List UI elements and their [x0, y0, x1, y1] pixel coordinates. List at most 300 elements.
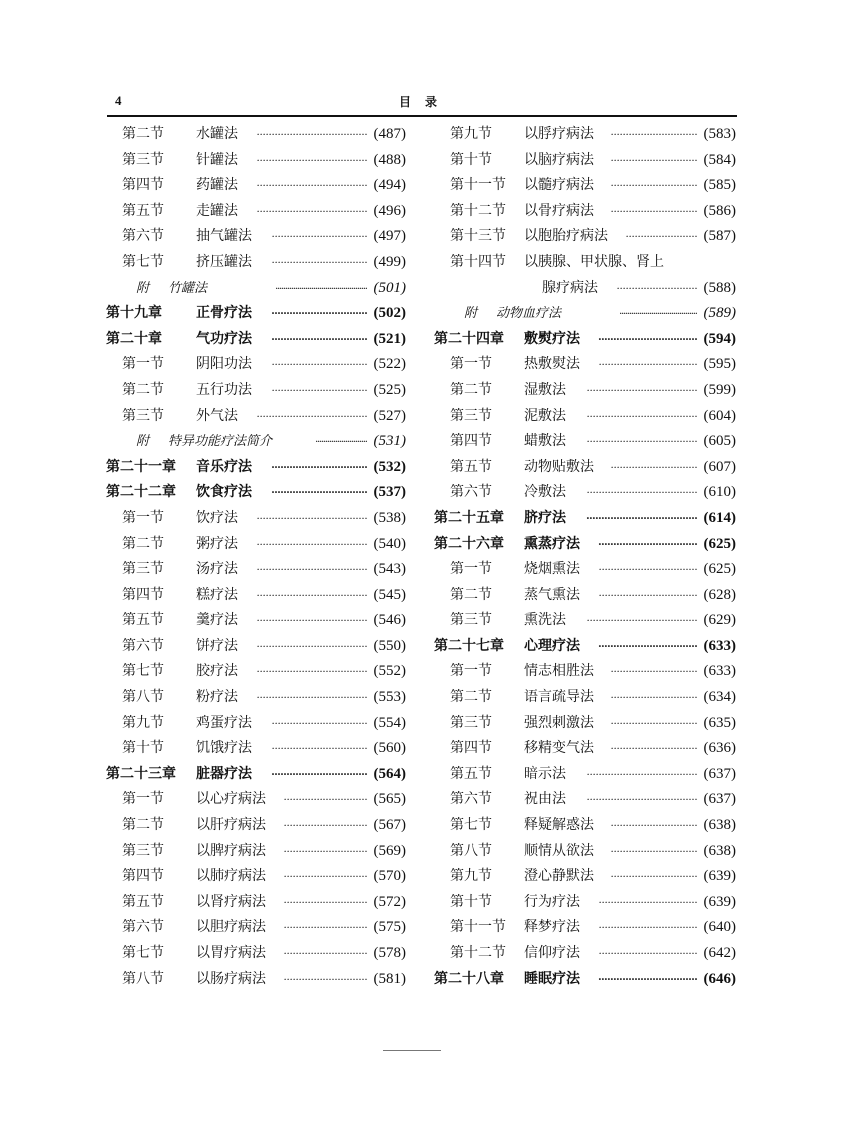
dot-leader: ·····································	[256, 178, 367, 193]
dot-leader: ·····································	[586, 434, 697, 449]
dot-leader: ····························	[283, 920, 367, 935]
toc-entry-section[interactable]	[106, 864, 406, 890]
toc-entry-title: 糕疗法	[196, 586, 238, 603]
toc-entry-label: 第三节	[450, 407, 492, 424]
toc-entry-appendix[interactable]	[106, 429, 406, 455]
toc-entry-page: (552)	[373, 663, 406, 680]
toc-entry-section[interactable]	[106, 839, 406, 865]
toc-entry-title: 热敷熨法	[524, 356, 580, 373]
toc-entry-label: 第十一节	[450, 177, 506, 194]
toc-entry-label: 第五节	[122, 893, 164, 910]
toc-entry-label: 第六节	[122, 637, 164, 654]
toc-entry-section[interactable]	[106, 352, 406, 378]
toc-entry-label: 第三节	[450, 714, 492, 731]
toc-entry-label: 第一节	[450, 663, 492, 680]
toc-entry-label: 第三节	[122, 407, 164, 424]
toc-entry-title: 动物血疗法	[496, 306, 562, 322]
toc-entry-chapter[interactable]	[434, 506, 736, 532]
toc-entry-chapter[interactable]	[434, 634, 736, 660]
toc-entry-title: 以骨疗病法	[524, 202, 594, 219]
toc-entry-title: 释梦疗法	[524, 919, 580, 936]
toc-entry-title: 针罐法	[196, 151, 238, 168]
dot-leader: ····························	[283, 818, 367, 833]
toc-entry-section[interactable]	[434, 787, 736, 813]
dot-leader: ································	[270, 766, 367, 781]
toc-entry-page: (487)	[373, 126, 406, 142]
toc-entry-label: 第一节	[122, 791, 164, 808]
toc-entry-label: 第十九章	[106, 305, 162, 322]
toc-entry-label: 第十二节	[450, 945, 506, 961]
toc-entry-page: (560)	[373, 740, 406, 757]
dot-leader: ································	[271, 357, 367, 372]
toc-entry-page: (637)	[703, 765, 736, 782]
toc-entry-label: 第七节	[122, 663, 164, 680]
toc-entry-title: 特异功能疗法简介	[168, 434, 273, 450]
toc-entry-title: 正骨疗法	[196, 305, 252, 322]
dot-leader: ·····························	[610, 818, 697, 833]
toc-entry-label: 第八节	[122, 970, 164, 987]
toc-entry-title: 强烈刺激法	[524, 714, 594, 731]
toc-entry-appendix[interactable]	[106, 276, 406, 302]
page-number: 4	[115, 93, 122, 108]
toc-entry-label: 第十三节	[450, 228, 506, 245]
toc-entry-title: 以心疗病法	[196, 791, 266, 808]
dot-leader: ·································	[598, 920, 697, 935]
toc-entry-title: 以脑疗病法	[524, 151, 594, 168]
toc-entry-page: (578)	[373, 945, 406, 961]
toc-entry-page: (554)	[373, 714, 406, 731]
dot-leader: ·····································	[256, 536, 367, 551]
toc-entry-label: 第二十一章	[106, 458, 176, 475]
toc-left-column	[106, 122, 406, 992]
toc-entry-section[interactable]	[106, 685, 406, 711]
toc-entry-page: (607)	[703, 458, 736, 475]
toc-entry-section[interactable]	[106, 557, 406, 583]
dot-leader: ··············································	[275, 280, 367, 295]
toc-entry-page: (494)	[373, 177, 406, 194]
toc-entry-page: (638)	[703, 842, 736, 859]
toc-entry-section[interactable]	[106, 199, 406, 225]
toc-entry-label: 第一节	[122, 509, 164, 526]
toc-entry-title: 烧烟熏法	[524, 561, 580, 578]
toc-entry-label: 第三节	[450, 612, 492, 629]
toc-entry-label: 第二节	[450, 689, 492, 706]
toc-entry-page: (538)	[373, 509, 406, 526]
toc-entry-label: 第四节	[122, 868, 164, 885]
toc-entry-page: (501)	[373, 279, 406, 296]
dot-leader: ·····································	[256, 638, 367, 653]
toc-entry-section[interactable]	[434, 404, 736, 430]
toc-entry-title: 熏洗法	[524, 612, 566, 629]
toc-entry-section[interactable]	[106, 532, 406, 558]
dot-leader: ·····································	[256, 127, 367, 141]
toc-entry-page: (589)	[703, 305, 736, 322]
toc-entry-label: 第八节	[450, 842, 492, 859]
dot-leader: ·····································	[585, 510, 697, 525]
dot-leader: ·····································	[586, 792, 697, 807]
toc-entry-page: (629)	[703, 612, 736, 629]
toc-entry-page: (610)	[703, 484, 736, 501]
toc-entry-title: 心理疗法	[524, 637, 580, 654]
toc-entry-title: 音乐疗法	[196, 458, 252, 475]
toc-entry-section[interactable]	[434, 685, 736, 711]
dot-leader: ·································	[598, 357, 697, 372]
toc-entry-page: (550)	[373, 637, 406, 654]
toc-entry-chapter[interactable]	[106, 327, 406, 353]
dot-leader: ·····························	[610, 690, 697, 705]
dot-leader: ·····························	[610, 869, 697, 884]
toc-entry-section[interactable]	[106, 736, 406, 762]
toc-entry-title: 挤压罐法	[196, 253, 252, 270]
toc-entry-section[interactable]	[106, 583, 406, 609]
toc-entry-section[interactable]	[434, 864, 736, 890]
toc-entry-page: (496)	[373, 202, 406, 219]
toc-entry-title: 粉疗法	[196, 689, 238, 706]
toc-entry-section[interactable]	[434, 480, 736, 506]
toc-entry-title: 以肾疗病法	[196, 893, 266, 910]
toc-entry-title: 熏蒸疗法	[524, 535, 580, 552]
toc-entry-page: (636)	[703, 740, 736, 757]
toc-entry-label: 第七节	[122, 945, 164, 961]
dot-leader: ·····························	[610, 127, 697, 141]
toc-entry-title: 冷敷法	[524, 484, 566, 501]
toc-right-column	[434, 122, 736, 992]
toc-entry-page: (570)	[373, 868, 406, 885]
toc-entry-title: 阴阳功法	[196, 356, 252, 373]
toc-entry-section[interactable]	[434, 224, 736, 250]
toc-entry-page: (633)	[703, 663, 736, 680]
dot-leader: ·····························	[610, 152, 697, 167]
toc-entry-title: 药罐法	[196, 177, 238, 194]
toc-entry-title: 以脾疗病法	[196, 842, 266, 859]
toc-entry-section[interactable]	[106, 224, 406, 250]
toc-entry-section[interactable]	[106, 122, 406, 148]
toc-entry-title: 水罐法	[196, 126, 238, 142]
toc-entry-title: 以胞胎疗病法	[524, 228, 608, 245]
toc-entry-page: (646)	[703, 970, 736, 987]
toc-entry-label: 附	[464, 306, 478, 322]
toc-entry-page: (584)	[703, 151, 736, 168]
toc-entry-section[interactable]	[434, 199, 736, 225]
header-rule	[107, 115, 737, 117]
toc-entry-page: (635)	[703, 714, 736, 731]
toc-entry-section[interactable]	[434, 352, 736, 378]
toc-entry-page: (572)	[373, 893, 406, 910]
dot-leader: ·····························	[610, 715, 697, 730]
toc-entry-label: 第一节	[122, 356, 164, 373]
toc-entry-section[interactable]	[434, 890, 736, 916]
toc-entry-page: (543)	[373, 561, 406, 578]
toc-entry-page: (521)	[373, 330, 406, 347]
dot-leader: ·····································	[256, 613, 367, 628]
toc-entry-section[interactable]	[434, 378, 736, 404]
toc-entry-page: (633)	[703, 637, 736, 654]
toc-entry-page: (527)	[373, 407, 406, 424]
dot-leader: ·····································	[256, 408, 367, 423]
toc-entry-section[interactable]	[106, 967, 406, 993]
dot-leader: ····························	[283, 946, 367, 960]
toc-entry-section[interactable]	[106, 915, 406, 941]
toc-entry-title: 胶疗法	[196, 663, 238, 680]
dot-leader: ································	[270, 459, 367, 474]
dot-leader: ·····································	[256, 152, 367, 167]
toc-entry-page: (522)	[373, 356, 406, 373]
toc-entry-page: (614)	[703, 509, 736, 526]
toc-entry-title: 暗示法	[524, 765, 566, 782]
toc-entry-page: (628)	[703, 586, 736, 603]
toc-entry-page: (553)	[373, 689, 406, 706]
toc-entry-label: 第十节	[122, 740, 164, 757]
toc-entry-label: 第二十五章	[434, 509, 504, 526]
toc-entry-label: 第二节	[122, 381, 164, 398]
toc-entry-label: 第四节	[450, 740, 492, 757]
toc-entry-section[interactable]	[434, 736, 736, 762]
toc-entry-title: 饼疗法	[196, 637, 238, 654]
toc-entry-title: 释疑解惑法	[524, 817, 594, 834]
toc-entry-title: 睡眠疗法	[524, 970, 580, 987]
toc-entry-title: 五行功法	[196, 381, 252, 398]
toc-entry-chapter[interactable]	[106, 480, 406, 506]
toc-entry-page: (604)	[703, 407, 736, 424]
dot-leader: ·····························	[610, 843, 697, 858]
dot-leader: ····························	[283, 843, 367, 858]
toc-entry-label: 第一节	[450, 356, 492, 373]
footer-rule	[383, 1050, 441, 1051]
toc-entry-page: (639)	[703, 868, 736, 885]
toc-entry-page: (588)	[703, 279, 736, 296]
dot-leader: ·····························	[610, 203, 697, 218]
toc-entry-title: 饮食疗法	[196, 484, 252, 501]
dot-leader: ····························	[283, 869, 367, 884]
toc-entry-label: 第二十六章	[434, 535, 504, 552]
toc-entry-title: 竹罐法	[168, 280, 208, 296]
dot-leader: ································	[271, 715, 367, 730]
toc-entry-label: 第三节	[122, 561, 164, 578]
dot-leader: ································	[270, 331, 367, 346]
toc-entry-chapter[interactable]	[106, 455, 406, 481]
dot-leader: ····························	[283, 792, 367, 807]
dot-leader: ································	[271, 254, 367, 269]
toc-entry-label: 第十一节	[450, 919, 506, 936]
toc-entry-section[interactable]	[434, 608, 736, 634]
dot-leader: ·····································	[256, 587, 367, 602]
toc-entry-label: 第十节	[450, 893, 492, 910]
dot-leader: ·································	[597, 331, 697, 346]
toc-entry-section[interactable]	[106, 173, 406, 199]
toc-entry-title: 以肠疗病法	[196, 970, 266, 987]
toc-entry-section[interactable]	[434, 941, 736, 967]
toc-entry-page: (595)	[703, 356, 736, 373]
toc-entry-section[interactable]	[106, 813, 406, 839]
dot-leader: ·····································	[256, 562, 367, 577]
dot-leader: ·································	[598, 562, 697, 577]
dot-leader: ·····································	[256, 203, 367, 218]
toc-entry-section[interactable]	[434, 762, 736, 788]
toc-entry-section[interactable]	[434, 455, 736, 481]
toc-entry-page: (637)	[703, 791, 736, 808]
toc-entry-page: (540)	[373, 535, 406, 552]
toc-entry-title: 湿敷法	[524, 381, 566, 398]
toc-entry-title: 羹疗法	[196, 612, 238, 629]
dot-leader: ·································	[598, 587, 697, 602]
toc-entry-title: 信仰疗法	[524, 945, 580, 961]
dot-leader: ································	[270, 485, 367, 500]
toc-entry-section[interactable]	[434, 839, 736, 865]
toc-entry-page: (583)	[703, 126, 736, 142]
page-header	[107, 93, 737, 113]
dot-leader: ·····························	[610, 459, 697, 474]
toc-entry-label: 第二十八章	[434, 970, 504, 987]
dot-leader: ·····································	[586, 408, 697, 423]
toc-entry-label: 第二节	[122, 535, 164, 552]
toc-entry-title: 情志相胜法	[524, 663, 594, 680]
dot-leader: ···························	[616, 280, 697, 295]
toc-entry-label: 第七节	[450, 817, 492, 834]
toc-entry-page: (587)	[703, 228, 736, 245]
toc-entry-page: (545)	[373, 586, 406, 603]
dot-leader: ·····························	[610, 178, 697, 193]
dot-leader: ····························	[283, 894, 367, 909]
toc-entry-title: 以髓疗病法	[524, 177, 594, 194]
dot-leader: ·····························	[610, 741, 697, 756]
toc-entry-title: 粥疗法	[196, 535, 238, 552]
toc-entry-section[interactable]	[106, 890, 406, 916]
toc-entry-label: 第十节	[450, 151, 492, 168]
toc-entry-page: (639)	[703, 893, 736, 910]
toc-entry-page: (585)	[703, 177, 736, 194]
toc-entry-section[interactable]	[434, 583, 736, 609]
toc-entry-section[interactable]	[106, 250, 406, 276]
toc-entry-page: (564)	[373, 765, 406, 782]
toc-entry-label: 第二节	[122, 126, 164, 142]
toc-entry-label: 第二十三章	[106, 765, 176, 782]
toc-entry-label: 第五节	[450, 458, 492, 475]
toc-entry-title: 外气法	[196, 407, 238, 424]
toc-entry-label: 第五节	[450, 765, 492, 782]
toc-entry-title: 抽气罐法	[196, 228, 252, 245]
dot-leader: ························	[625, 229, 697, 244]
toc-entry-page: (565)	[373, 791, 406, 808]
toc-entry-title: 语言疏导法	[524, 689, 594, 706]
toc-entry-page: (594)	[703, 330, 736, 347]
toc-entry-section[interactable]	[434, 813, 736, 839]
toc-entry-section[interactable]	[434, 915, 736, 941]
toc-entry-cont[interactable]	[434, 276, 736, 302]
toc-entry-page: (532)	[373, 458, 406, 475]
toc-entry-section[interactable]	[106, 711, 406, 737]
dot-leader: ·····································	[586, 485, 697, 500]
toc-entry-title: 脏器疗法	[196, 765, 252, 782]
toc-entry-label: 附	[136, 280, 150, 296]
toc-entry-chapter[interactable]	[106, 762, 406, 788]
toc-entry-title: 汤疗法	[196, 561, 238, 578]
toc-entry-label: 第十二节	[450, 202, 506, 219]
toc-entry-page: (525)	[373, 381, 406, 398]
toc-entry-title: 动物贴敷法	[524, 458, 594, 475]
dot-leader: ································	[271, 229, 367, 244]
toc-entry-title: 蜡敷法	[524, 433, 566, 450]
toc-entry-page: (640)	[703, 919, 736, 936]
toc-entry-label: 附	[136, 434, 150, 450]
toc-entry-label: 第三节	[122, 842, 164, 859]
toc-entry-chapter[interactable]	[106, 301, 406, 327]
toc-entry-title: 泥敷法	[524, 407, 566, 424]
toc-entry-chapter[interactable]	[434, 532, 736, 558]
toc-entry-label: 第二十四章	[434, 330, 504, 347]
toc-entry-label: 第五节	[122, 202, 164, 219]
toc-entry-title: 以肝疗病法	[196, 817, 266, 834]
dot-leader: ·····································	[586, 766, 697, 781]
toc-entry-section[interactable]	[106, 506, 406, 532]
toc-entry-title: 祝由法	[524, 791, 566, 808]
toc-entry-title: 走罐法	[196, 202, 238, 219]
toc-entry-section[interactable]	[434, 250, 736, 276]
toc-entry-page: (605)	[703, 433, 736, 450]
toc-entry-label: 第二十二章	[106, 484, 176, 501]
toc-entry-chapter[interactable]	[434, 327, 736, 353]
dot-leader: ································	[271, 382, 367, 397]
dot-leader: ··························	[315, 434, 367, 449]
toc-entry-section[interactable]	[106, 148, 406, 174]
dot-leader: ·································	[598, 946, 697, 960]
toc-entry-section[interactable]	[106, 941, 406, 967]
toc-entry-section[interactable]	[106, 787, 406, 813]
toc-entry-section[interactable]	[434, 557, 736, 583]
toc-entry-section[interactable]	[106, 378, 406, 404]
toc-entry-page: (569)	[373, 842, 406, 859]
toc-entry-section[interactable]	[434, 659, 736, 685]
toc-entry-section[interactable]	[434, 148, 736, 174]
toc-entry-label: 第四节	[122, 586, 164, 603]
toc-entry-label: 第八节	[122, 689, 164, 706]
toc-entry-label: 第二十章	[106, 330, 162, 347]
toc-entry-section[interactable]	[434, 122, 736, 148]
toc-entry-title: 蒸气熏法	[524, 586, 580, 603]
toc-entry-label: 第十四节	[450, 253, 506, 270]
dot-leader: ································	[270, 306, 367, 321]
toc-entry-title: 饥饿疗法	[196, 740, 252, 757]
toc-entry-section[interactable]	[106, 404, 406, 430]
toc-entry-section[interactable]	[434, 429, 736, 455]
dot-leader: ·································	[597, 638, 697, 653]
toc-entry-page: (531)	[373, 433, 406, 450]
toc-entry-title: 敷熨疗法	[524, 330, 580, 347]
toc-entry-page: (581)	[373, 970, 406, 987]
toc-entry-section[interactable]	[434, 711, 736, 737]
toc-entry-title: 以肺疗病法	[196, 868, 266, 885]
toc-entry-page: (497)	[373, 228, 406, 245]
toc-entry-page: (634)	[703, 689, 736, 706]
toc-entry-title: 鸡蛋疗法	[196, 714, 252, 731]
toc-entry-page: (625)	[703, 535, 736, 552]
toc-entry-section[interactable]	[106, 634, 406, 660]
toc-entry-section[interactable]	[434, 173, 736, 199]
toc-entry-label: 第六节	[122, 919, 164, 936]
dot-leader: ·······································	[619, 306, 697, 321]
toc-entry-title: 饮疗法	[196, 509, 238, 526]
dot-leader: ·····································	[256, 690, 367, 705]
toc-entry-title: 脐疗法	[524, 509, 566, 526]
dot-leader: ·································	[597, 971, 697, 986]
toc-entry-title: 腺疗病法	[542, 279, 598, 296]
toc-entry-appendix[interactable]	[434, 301, 736, 327]
dot-leader: ·····································	[586, 613, 697, 628]
toc-entry-section[interactable]	[106, 659, 406, 685]
toc-entry-page: (586)	[703, 202, 736, 219]
toc-entry-chapter[interactable]	[434, 967, 736, 993]
toc-entry-section[interactable]	[106, 608, 406, 634]
toc-entry-page: (599)	[703, 381, 736, 398]
